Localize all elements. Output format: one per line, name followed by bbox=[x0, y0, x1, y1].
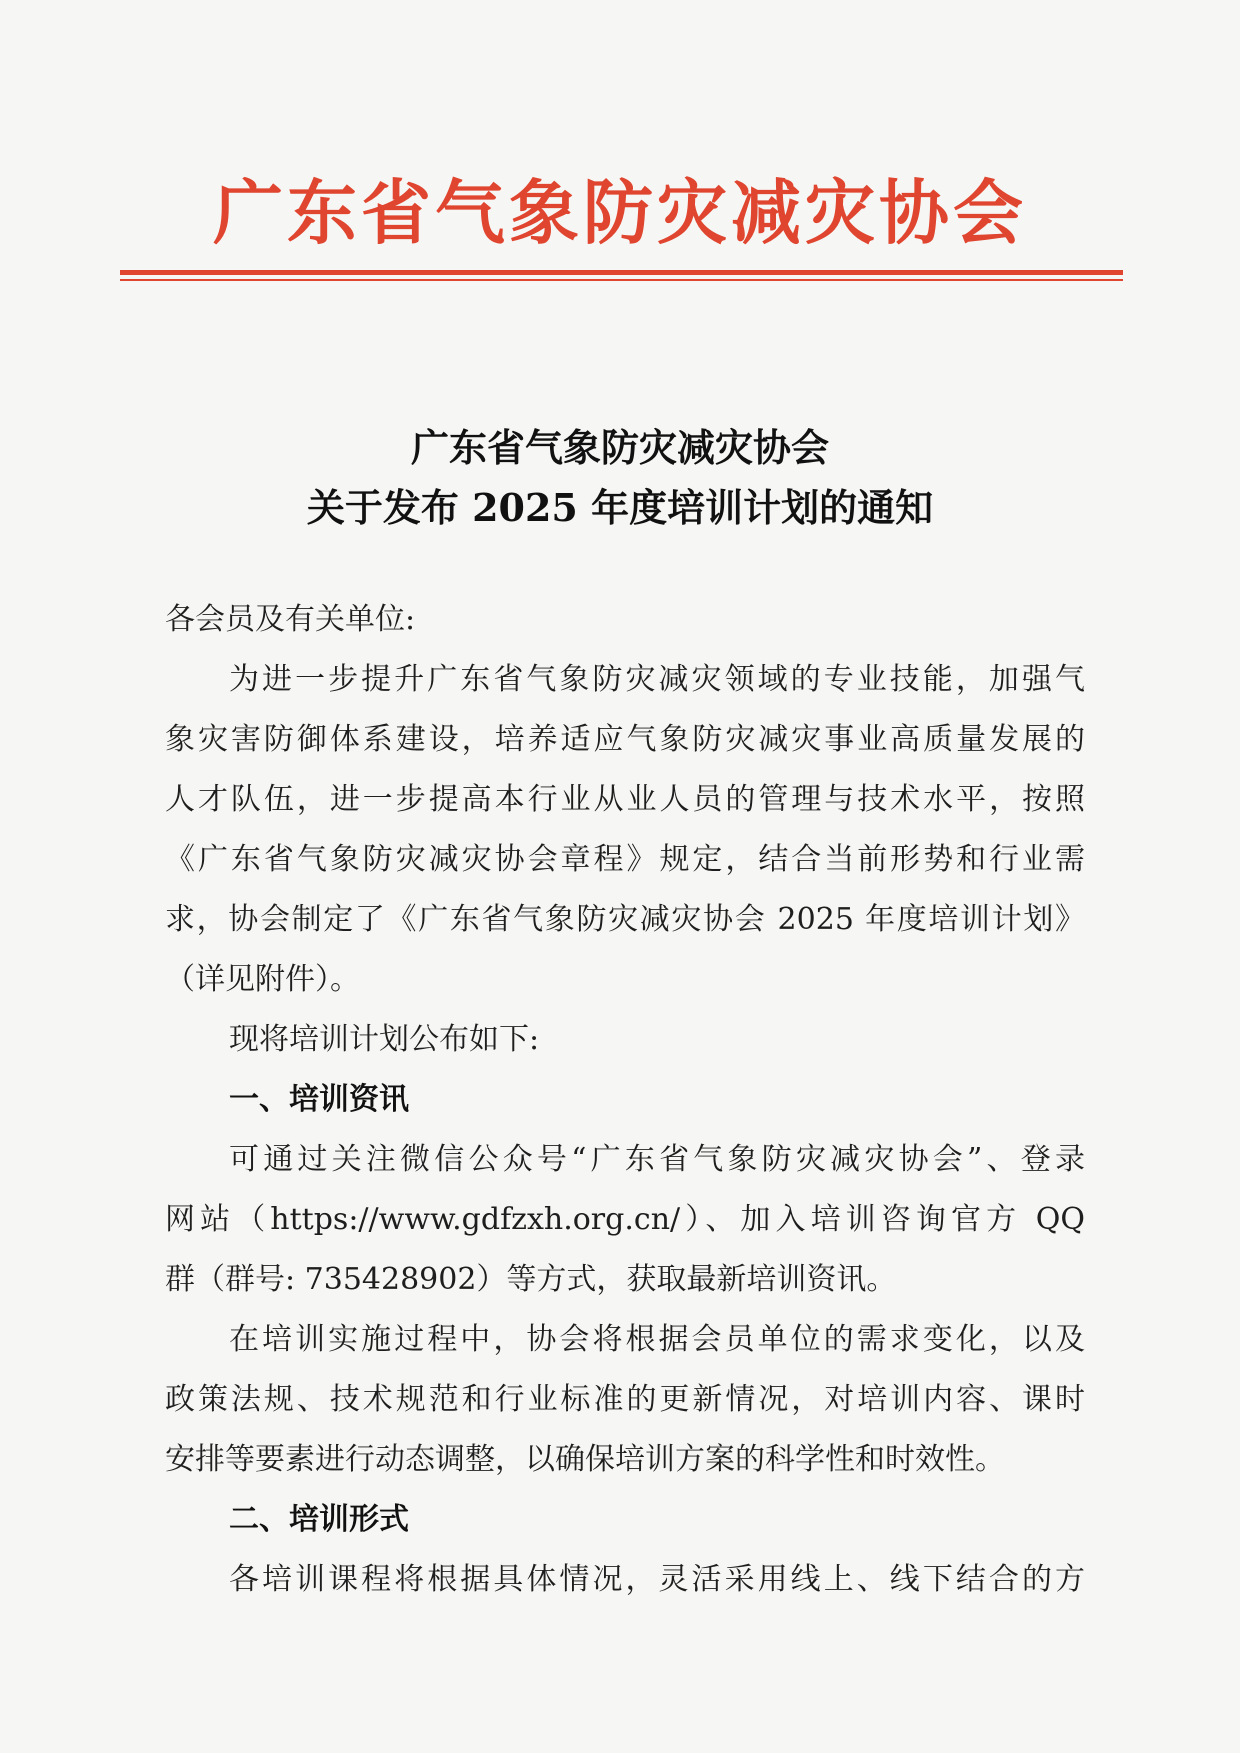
paragraph-line: 人才队伍，进一步提高本行业从业人员的管理与技术水平，按照 bbox=[165, 782, 1085, 817]
masthead-title: 广东省气象防灾减灾协会 bbox=[213, 172, 1027, 254]
paragraph-line: 求，协会制定了《广东省气象防灾减灾协会 2025 年度培训计划》 bbox=[165, 902, 1085, 937]
section-heading: 二、培训形式 bbox=[229, 1502, 409, 1537]
paragraph-line: 象灾害防御体系建设，培养适应气象防灾减灾事业高质量发展的 bbox=[165, 722, 1085, 757]
paragraph-line: 可通过关注微信公众号“广东省气象防灾减灾协会”、登录 bbox=[229, 1142, 1085, 1177]
paragraph-line: 为进一步提升广东省气象防灾减灾领域的专业技能，加强气 bbox=[229, 662, 1085, 697]
section-heading: 一、培训资讯 bbox=[229, 1082, 409, 1117]
paragraph-line: 各培训课程将根据具体情况，灵活采用线上、线下结合的方 bbox=[229, 1562, 1085, 1597]
paragraph-line: 《广东省气象防灾减灾协会章程》规定，结合当前形势和行业需 bbox=[165, 842, 1085, 877]
masthead-red-rule-thin bbox=[120, 279, 1123, 281]
paragraph-line: 政策法规、技术规范和行业标准的更新情况，对培训内容、课时 bbox=[165, 1382, 1085, 1417]
paragraph-line: 现将培训计划公布如下: bbox=[229, 1022, 540, 1057]
masthead-red-rule-thick bbox=[120, 270, 1123, 275]
paragraph-line: （详见附件）。 bbox=[165, 962, 360, 997]
paragraph-line: 在培训实施过程中，协会将根据会员单位的需求变化，以及 bbox=[229, 1322, 1085, 1357]
salutation: 各会员及有关单位: bbox=[165, 602, 416, 637]
paragraph-line: 群（群号: 735428902）等方式，获取最新培训资讯。 bbox=[165, 1262, 897, 1297]
paragraph-line: 安排等要素进行动态调整，以确保培训方案的科学性和时效性。 bbox=[165, 1442, 1005, 1477]
document-title-line-2: 关于发布 2025 年度培训计划的通知 bbox=[306, 485, 934, 530]
document-title-line-1: 广东省气象防灾减灾协会 bbox=[410, 425, 829, 470]
paragraph-line: 网站（https://www.gdfzxh.org.cn/）、加入培训咨询官方 QQ bbox=[165, 1202, 1085, 1237]
